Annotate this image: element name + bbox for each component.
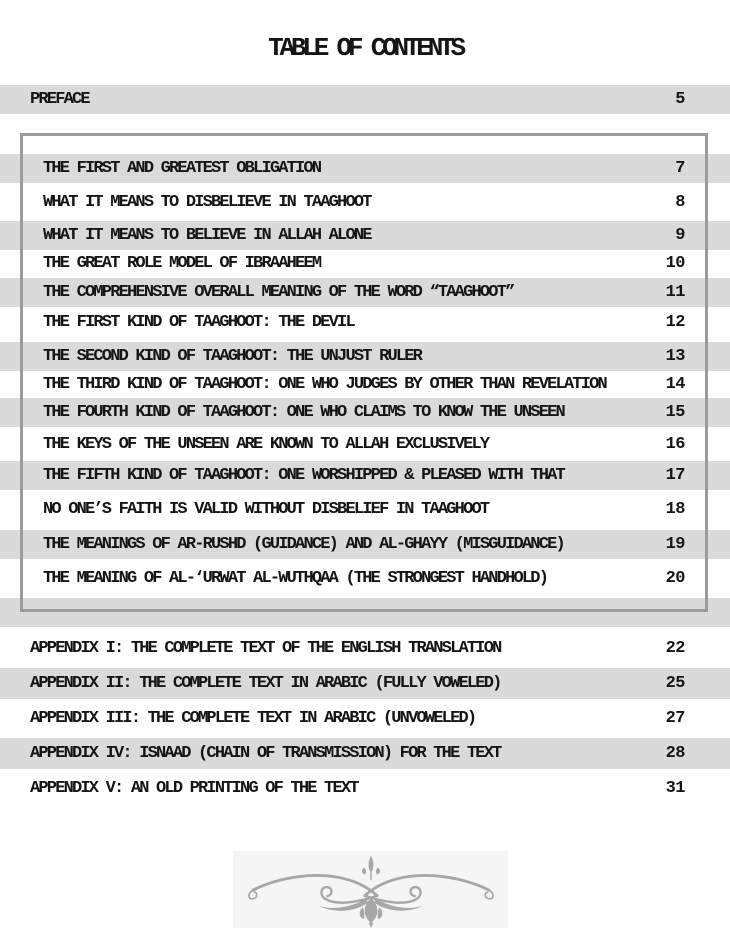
toc-entry-page: 19 [665, 535, 685, 554]
toc-entry-page: 20 [665, 569, 685, 588]
toc-entry-label: APPENDIX I: THE COMPLETE TEXT OF THE ENGLISH TRANSLATION [30, 639, 501, 658]
toc-entry-page: 12 [665, 313, 685, 332]
divider-stripe [0, 598, 730, 627]
toc-entry-label: APPENDIX II: THE COMPLETE TEXT IN ARABIC (FULLY VOWELED) [30, 674, 501, 693]
toc-entry-label: THE COMPREHENSIVE OVERALL MEANING OF THE WORD “TAAGHOOT” [43, 283, 514, 302]
toc-entry-label: THE FIRST AND GREATEST OBLIGATION [43, 159, 321, 178]
toc-entry-page: 11 [665, 283, 685, 302]
toc-entry-page: 5 [675, 90, 685, 109]
toc-entry-appendix[interactable] [0, 738, 730, 769]
toc-entry-page: 27 [665, 709, 685, 728]
toc-entry-label: THE GREAT ROLE MODEL OF IBRAAHEEM [43, 254, 321, 273]
toc-entry-label: THE FOURTH KIND OF TAAGHOOT: ONE WHO CLAIMS TO KNOW THE UNSEEN [43, 403, 564, 422]
toc-entry-label: WHAT IT MEANS TO DISBELIEVE IN TAAGHOOT [43, 193, 371, 212]
toc-entry[interactable] [0, 370, 730, 399]
toc-entry[interactable] [0, 221, 730, 250]
toc-entry-label: APPENDIX V: AN OLD PRINTING OF THE TEXT [30, 779, 358, 798]
footer-ornament [233, 851, 508, 928]
toc-entry[interactable] [0, 398, 730, 427]
toc-entry-label: THE THIRD KIND OF TAAGHOOT: ONE WHO JUDGES BY OTHER THAN REVELATION [43, 375, 606, 394]
toc-entry[interactable] [0, 564, 730, 593]
toc-entry[interactable] [0, 188, 730, 217]
toc-entry-page: 15 [665, 403, 685, 422]
toc-entry-page: 13 [665, 347, 685, 366]
toc-entry[interactable] [0, 461, 730, 490]
toc-entry[interactable] [0, 308, 730, 337]
toc-entry-label: THE KEYS OF THE UNSEEN ARE KNOWN TO ALLAH EXCLUSIVELY [43, 435, 489, 454]
toc-entry-label: THE FIFTH KIND OF TAAGHOOT: ONE WORSHIPPED & PLEASED WITH THAT [43, 466, 564, 485]
toc-entry[interactable] [0, 342, 730, 371]
toc-entry-page: 9 [675, 226, 685, 245]
toc-entry[interactable] [0, 530, 730, 559]
toc-entry-page: 25 [665, 674, 685, 693]
toc-entry-label: APPENDIX III: THE COMPLETE TEXT IN ARABIC (UNVOWELED) [30, 709, 476, 728]
toc-entry[interactable] [0, 430, 730, 459]
toc-entry-page: 31 [665, 779, 685, 798]
toc-entry-page: 14 [665, 375, 685, 394]
toc-entry[interactable] [0, 154, 730, 183]
toc-entry-page: 16 [665, 435, 685, 454]
toc-entry-label: NO ONE’S FAITH IS VALID WITHOUT DISBELIEF IN TAAGHOOT [43, 500, 489, 519]
toc-entry-label: THE MEANING OF AL-‘URWAT AL-WUTHQAA (THE STRONGEST HANDHOLD) [43, 569, 548, 588]
toc-entry-appendix[interactable] [0, 633, 730, 664]
toc-entry-appendix[interactable] [0, 773, 730, 804]
toc-entry-label: THE FIRST KIND OF TAAGHOOT: THE DEVIL [43, 313, 354, 332]
toc-entry-page: 22 [665, 639, 685, 658]
toc-entry-label: WHAT IT MEANS TO BELIEVE IN ALLAH ALONE [43, 226, 371, 245]
toc-entry[interactable] [0, 495, 730, 524]
toc-entry-appendix[interactable] [0, 703, 730, 734]
toc-entry-page: 8 [675, 193, 685, 212]
toc-entry-page: 10 [665, 254, 685, 273]
toc-entry-label: THE MEANINGS OF AR-RUSHD (GUIDANCE) AND AL-GHAYY (MISGUIDANCE) [43, 535, 564, 554]
decorative-flourish-icon [235, 852, 507, 928]
toc-entry-preface[interactable] [0, 85, 730, 114]
page-title: TABLE OF CONTENTS [268, 33, 462, 63]
toc-entry-page: 28 [665, 744, 685, 763]
toc-entry-label: THE SECOND KIND OF TAAGHOOT: THE UNJUST RULER [43, 347, 422, 366]
toc-entry-page: 18 [665, 500, 685, 519]
toc-entry-appendix[interactable] [0, 668, 730, 699]
toc-entry[interactable] [0, 278, 730, 307]
toc-entry-label: PREFACE [30, 90, 89, 109]
toc-entry-page: 7 [675, 159, 685, 178]
toc-entry-page: 17 [665, 466, 685, 485]
toc-entry-label: APPENDIX IV: ISNAAD (CHAIN OF TRANSMISSION) FOR THE TEXT [30, 744, 501, 763]
toc-entry[interactable] [0, 249, 730, 278]
